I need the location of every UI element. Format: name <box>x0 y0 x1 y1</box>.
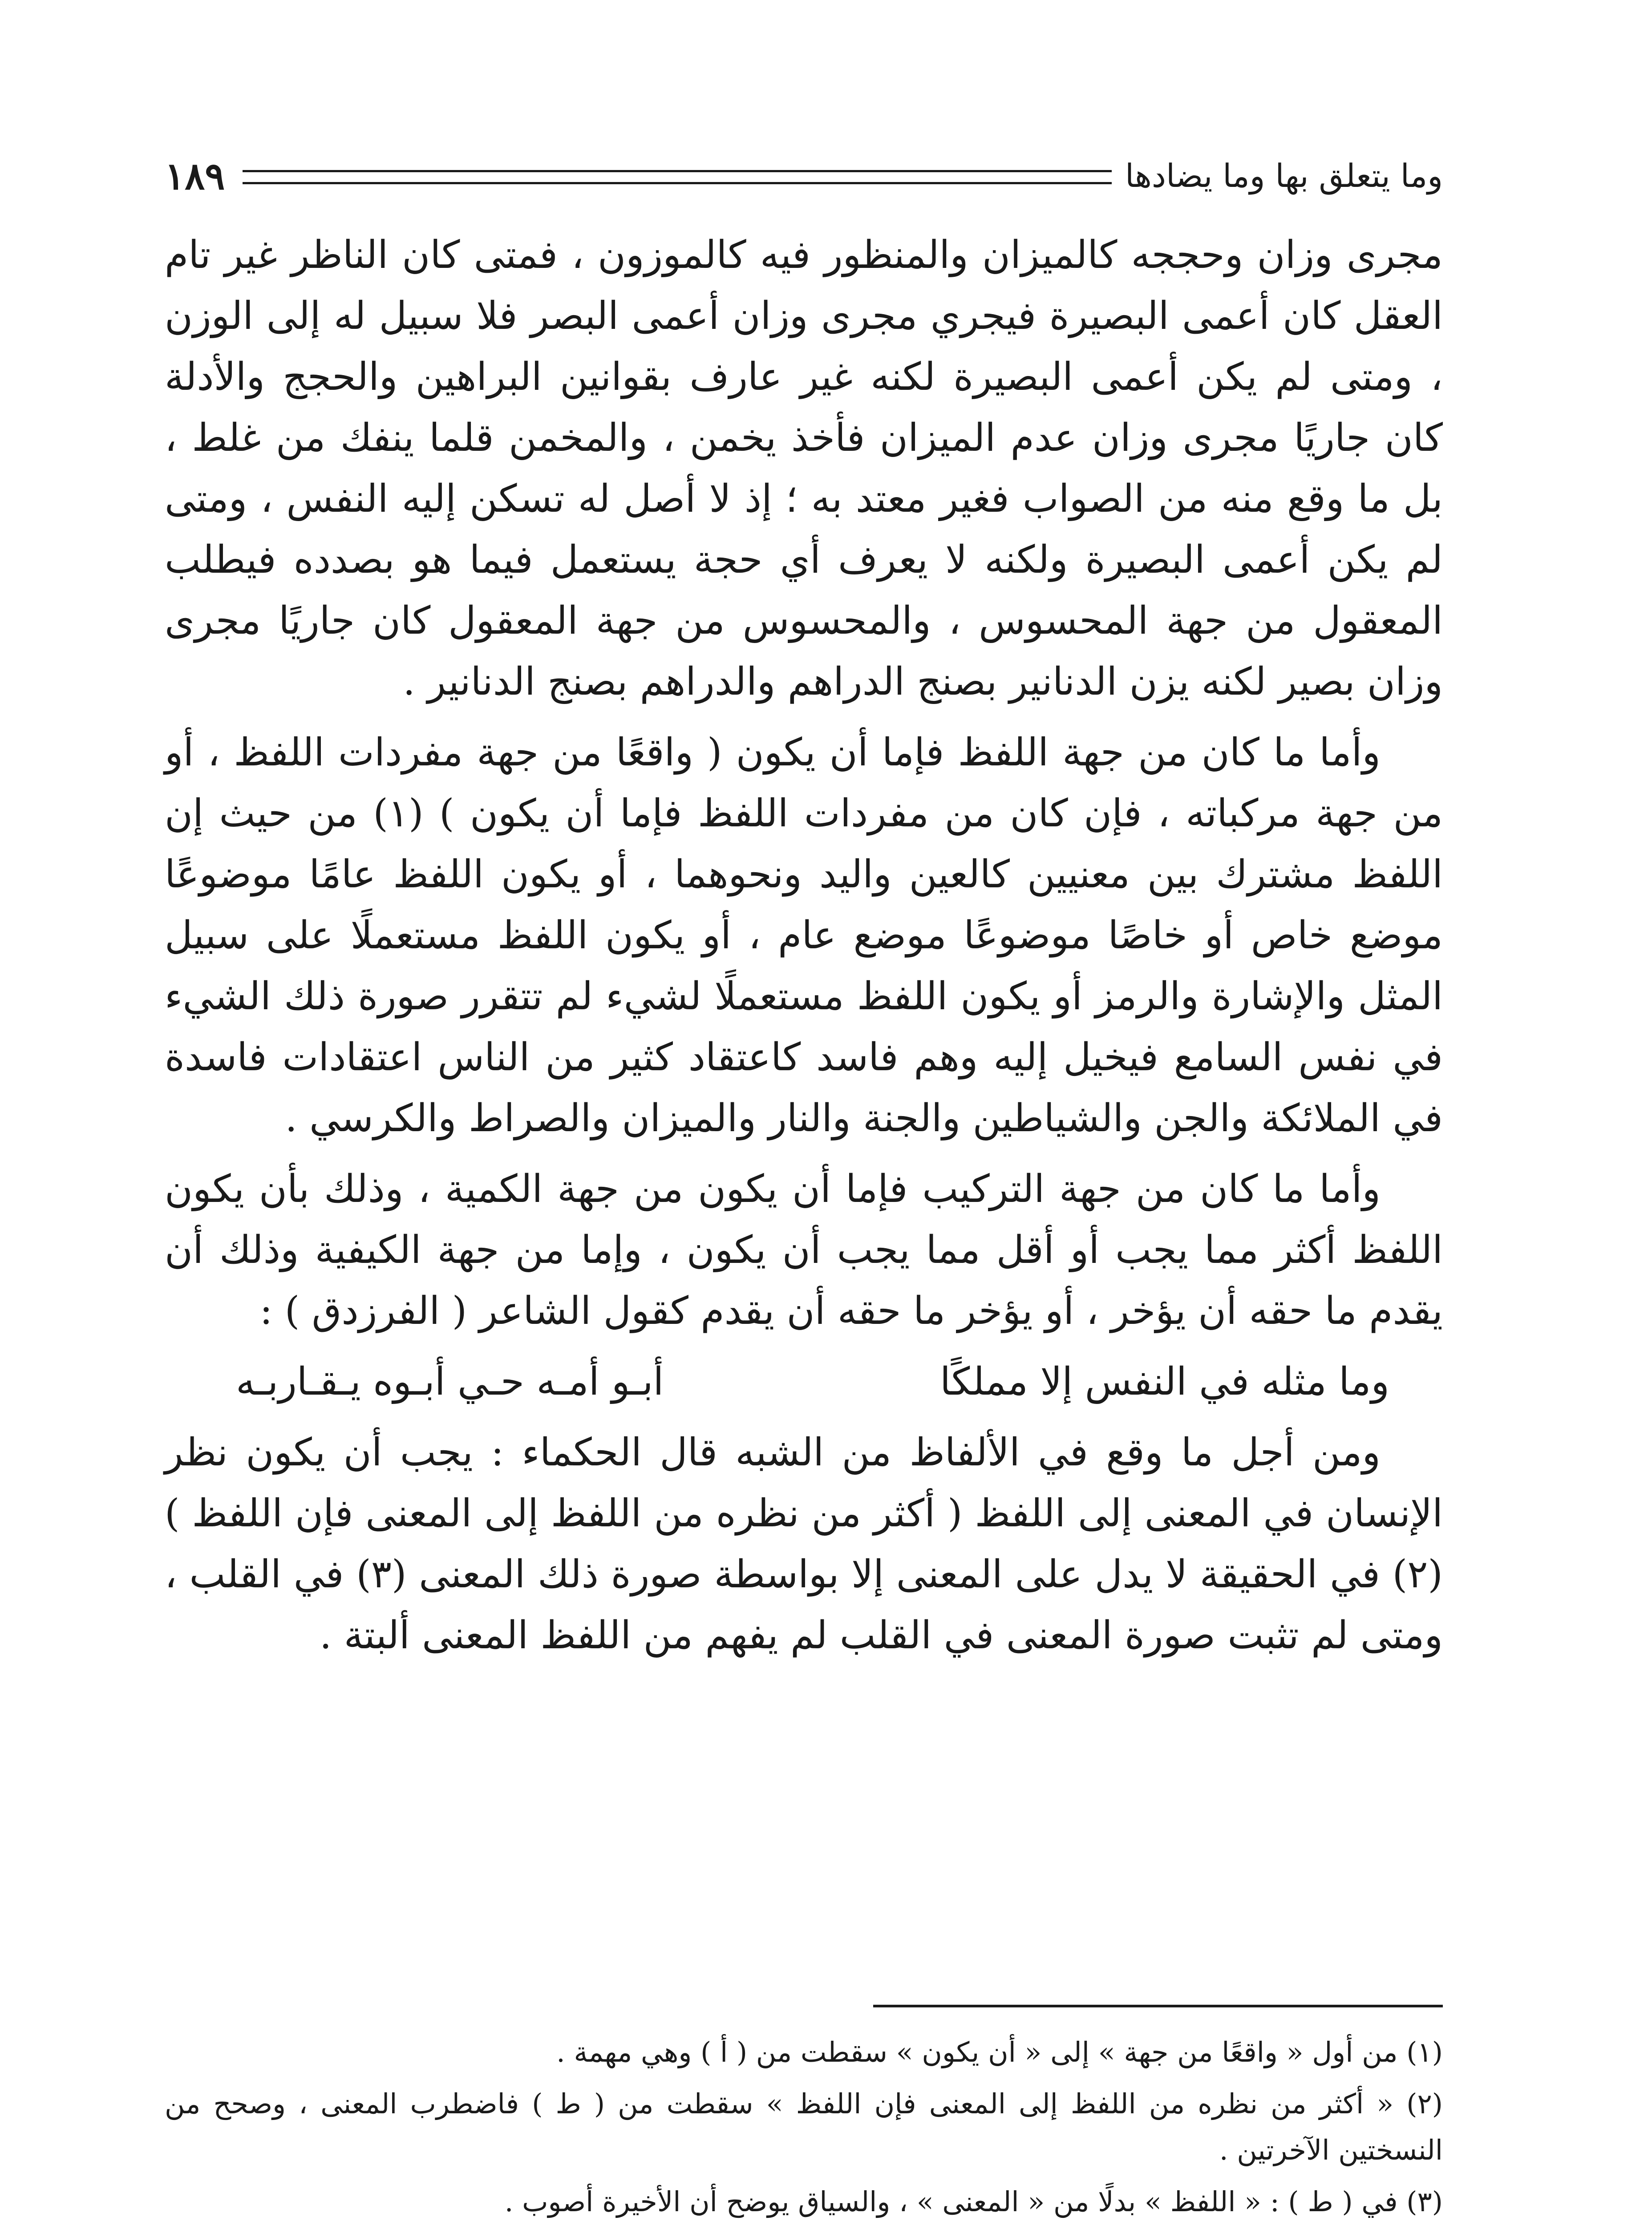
header-double-rule <box>243 170 1112 184</box>
footnote-separator <box>873 2005 1443 2007</box>
poem-second-hemistich: أبـو أمـه حـي أبـوه يـقـاربـه <box>236 1359 664 1404</box>
footnote-2: (٢) « أكثر من نظره من اللفظ إلى المعنى فإن اللفظ » سقطت من ( ط ) فاضطرب المعنى ، وصحح من النسختين الآخرتين . <box>165 2087 1443 2166</box>
footnote-3: (٣) في ( ط ) : « اللفظ » بدلًا من « المعنى » ، والسياق يوضح أن الأخيرة أصوب . <box>504 2185 1443 2218</box>
chapter-title: وما يتعلق بها وما يضادها <box>1125 157 1443 194</box>
footnote-1: (١) من أول « واقعًا من جهة » إلى « أن يكون » سقطت من ( أ ) وهي مهمة . <box>556 2036 1443 2068</box>
main-text <box>165 225 1443 1676</box>
running-header <box>165 147 1443 205</box>
paragraph-1: مجرى وزان وحججه كالميزان والمنظور فيه كالموزون ، فمتى كان الناظر غير تام العقل كان أعمى البصيرة فيجري مجرى وزان أعمى البصر فلا سبيل له إلى الوزن ، ومتى لم يكن أعمى البصيرة لكنه غير عارف بقوانين البراهين والحجج والأدلة كان جاريًا مجرى وزان عدم الميزان فأخذ يخمن ، والمخمن قلما ينفك من غلط ، بل ما وقع منه من الصواب فغير معتد به ؛ إذ لا أصل له تسكن إليه النفس ، ومتى لم يكن أعمى البصيرة ولكنه لا يعرف أي حجة يستعمل فيما هو بصدده فيطلب المعقول من جهة المحسوس ، والمحسوس من جهة المعقول كان جاريًا مجرى وزان بصير لكنه يزن الدنانير بصنج الدراهم والدراهم بصنج الدنانير . <box>165 233 1443 704</box>
page-number: ١٨٩ <box>165 154 225 198</box>
paragraph-3: وأما ما كان من جهة التركيب فإما أن يكون من جهة الكمية ، وذلك بأن يكون اللفظ أكثر مما يجب أو أقل مما يجب أن يكون ، وإما من جهة الكيفية وذلك أن يقدم ما حقه أن يؤخر ، أو يؤخر ما حقه أن يقدم كقول الشاعر ( الفرزدق ) : <box>165 1167 1443 1333</box>
paragraph-2: وأما ما كان من جهة اللفظ فإما أن يكون ( واقعًا من جهة مفردات اللفظ ، أو من جهة مركباته ، فإن كان من مفردات اللفظ فإما أن يكون ) (١) من حيث إن اللفظ مشترك بين معنيين كالعين واليد ونحوهما ، أو يكون اللفظ عامًا موضوعًا موضع خاص أو خاصًا موضوعًا موضع عام ، أو يكون اللفظ مستعملًا على سبيل المثل والإشارة والرمز أو يكون اللفظ مستعملًا لشيء لم تتقرر صورة ذلك الشيء في نفس السامع فيخيل إليه وهم فاسد كاعتقاد كثير من الناس اعتقادات فاسدة في الملائكة والجن والشياطين والجنة والنار والميزان والصراط والكرسي . <box>165 730 1443 1141</box>
poem-verse <box>165 1351 1443 1412</box>
poem-first-hemistich: وما مثله في النفس إلا مملكًا <box>940 1359 1389 1404</box>
footnotes <box>165 2029 1443 2225</box>
paragraph-4: ومن أجل ما وقع في الألفاظ من الشبه قال الحكماء : يجب أن يكون نظر الإنسان في المعنى إلى اللفظ ( أكثر من نظره من اللفظ إلى المعنى فإن اللفظ ) (٢) في الحقيقة لا يدل على المعنى إلا بواسطة صورة ذلك المعنى (٣) في القلب ، ومتى لم تثبت صورة المعنى في القلب لم يفهم من اللفظ المعنى ألبتة . <box>165 1430 1443 1658</box>
